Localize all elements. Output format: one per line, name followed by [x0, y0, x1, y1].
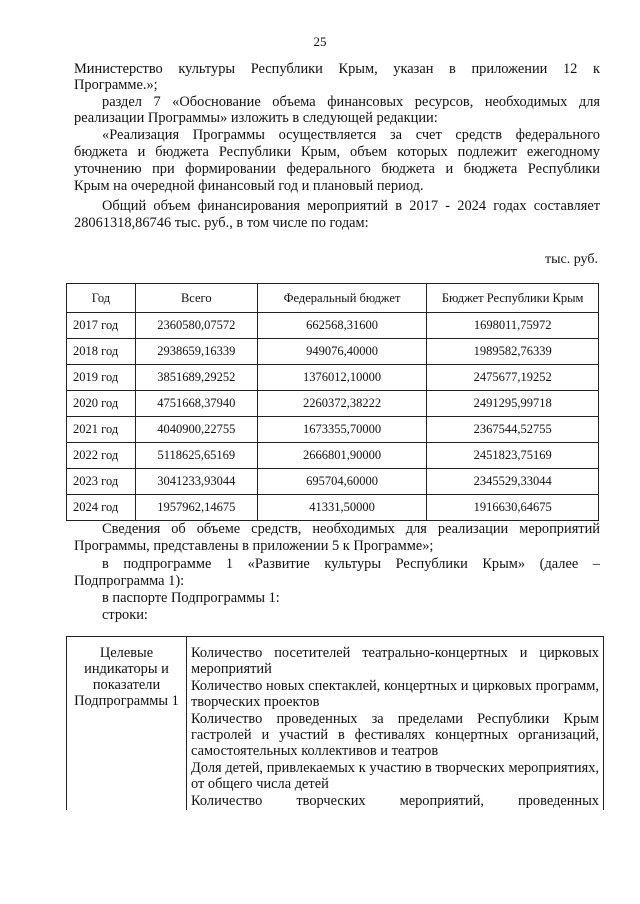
page-number: 25 — [313, 34, 327, 49]
header-federal: Федеральный бюджет — [257, 284, 427, 313]
paragraph-line: Сведения об объеме средств, необходимых для реализации мероприятий — [102, 521, 600, 537]
cell-year: 2022 год — [67, 443, 136, 469]
list-item: Доля детей, привлекаемых к участию в творческих мероприятиях, от общего числа детей — [191, 760, 599, 792]
paragraph-line: в паспорте Подпрограммы 1: — [102, 590, 280, 606]
paragraph-line: уточнению при формировании федерального бюджета и бюджета Республики — [74, 161, 600, 177]
paragraph-line: строки: — [102, 607, 148, 623]
cell-year: 2021 год — [67, 417, 136, 443]
cell-federal: 2260372,38222 — [257, 391, 427, 417]
paragraph-line: Программы, представлены в приложении 5 к Программе»; — [74, 538, 434, 554]
cell-total: 3851689,29252 — [135, 365, 257, 391]
cell-crimea: 2475677,19252 — [427, 365, 599, 391]
cell-crimea: 2451823,75169 — [427, 443, 599, 469]
paragraph-line: 28061318,86746 тыс. руб., в том числе по годам: — [74, 215, 369, 231]
cell-total: 4751668,37940 — [135, 391, 257, 417]
cell-total: 3041233,93044 — [135, 469, 257, 495]
table-row — [67, 443, 599, 469]
indicators-label: Целевые индикаторы и показатели Подпрограммы 1 — [67, 637, 187, 811]
header-year: Год — [67, 284, 136, 313]
finance-table — [66, 283, 599, 521]
table-header-row — [67, 284, 599, 313]
indicators-table — [66, 636, 604, 810]
cell-total: 1957962,14675 — [135, 495, 257, 521]
cell-year: 2020 год — [67, 391, 136, 417]
cell-total: 2360580,07572 — [135, 313, 257, 339]
paragraph-line: реализации Программы» изложить в следующей редакции: — [74, 110, 438, 126]
cell-federal: 695704,60000 — [257, 469, 427, 495]
table-row — [67, 313, 599, 339]
table-row — [67, 637, 604, 811]
cell-federal: 1673355,70000 — [257, 417, 427, 443]
paragraph-line: в подпрограмме 1 «Развитие культуры Республики Крым» (далее – — [102, 556, 600, 572]
paragraph-line: «Реализация Программы осуществляется за счет средств федерального — [102, 127, 600, 143]
list-item: Количество посетителей театрально-концертных и цирковых мероприятий — [191, 645, 599, 677]
cell-crimea: 1698011,75972 — [427, 313, 599, 339]
cell-year: 2019 год — [67, 365, 136, 391]
header-crimea: Бюджет Республики Крым — [427, 284, 599, 313]
table-row — [67, 365, 599, 391]
table-row — [67, 391, 599, 417]
cell-crimea: 2345529,33044 — [427, 469, 599, 495]
indicators-list — [187, 637, 604, 811]
cell-federal: 2666801,90000 — [257, 443, 427, 469]
cell-crimea: 1989582,76339 — [427, 339, 599, 365]
cell-year: 2017 год — [67, 313, 136, 339]
table-row — [67, 417, 599, 443]
cell-total: 5118625,65169 — [135, 443, 257, 469]
cell-total: 2938659,16339 — [135, 339, 257, 365]
cell-federal: 41331,50000 — [257, 495, 427, 521]
cell-year: 2024 год — [67, 495, 136, 521]
header-total: Всего — [135, 284, 257, 313]
list-item: Количество проведенных за пределами Республики Крым гастролей и участий в фестивалях концертных организаций, самостоятельных коллективов и театров — [191, 711, 599, 759]
paragraph-line: Программе.»; — [74, 77, 158, 93]
paragraph-line: Общий объем финансирования мероприятий в 2017 - 2024 годах составляет — [102, 198, 600, 214]
list-item: Количество творческих мероприятий, проведенных — [191, 793, 599, 809]
unit-label: тыс. руб. — [545, 252, 598, 267]
paragraph-line: Подпрограмма 1): — [74, 573, 185, 589]
cell-crimea: 2491295,99718 — [427, 391, 599, 417]
list-item: Количество новых спектаклей, концертных и цирковых программ, творческих проектов — [191, 678, 599, 710]
cell-year: 2018 год — [67, 339, 136, 365]
table-row — [67, 495, 599, 521]
cell-federal: 1376012,10000 — [257, 365, 427, 391]
paragraph-line: Министерство культуры Республики Крым, указан в приложении 12 к — [74, 61, 600, 77]
cell-federal: 662568,31600 — [257, 313, 427, 339]
paragraph-line: раздел 7 «Обоснование объема финансовых ресурсов, необходимых для — [102, 94, 600, 110]
paragraph-line: бюджета и бюджета Республики Крым, объем которых подлежит ежегодному — [74, 144, 600, 160]
cell-crimea: 2367544,52755 — [427, 417, 599, 443]
cell-federal: 949076,40000 — [257, 339, 427, 365]
table-row — [67, 339, 599, 365]
cell-total: 4040900,22755 — [135, 417, 257, 443]
cell-crimea: 1916630,64675 — [427, 495, 599, 521]
paragraph-line: Крым на очередной финансовый год и плановый период. — [74, 178, 424, 194]
cell-year: 2023 год — [67, 469, 136, 495]
table-row — [67, 469, 599, 495]
